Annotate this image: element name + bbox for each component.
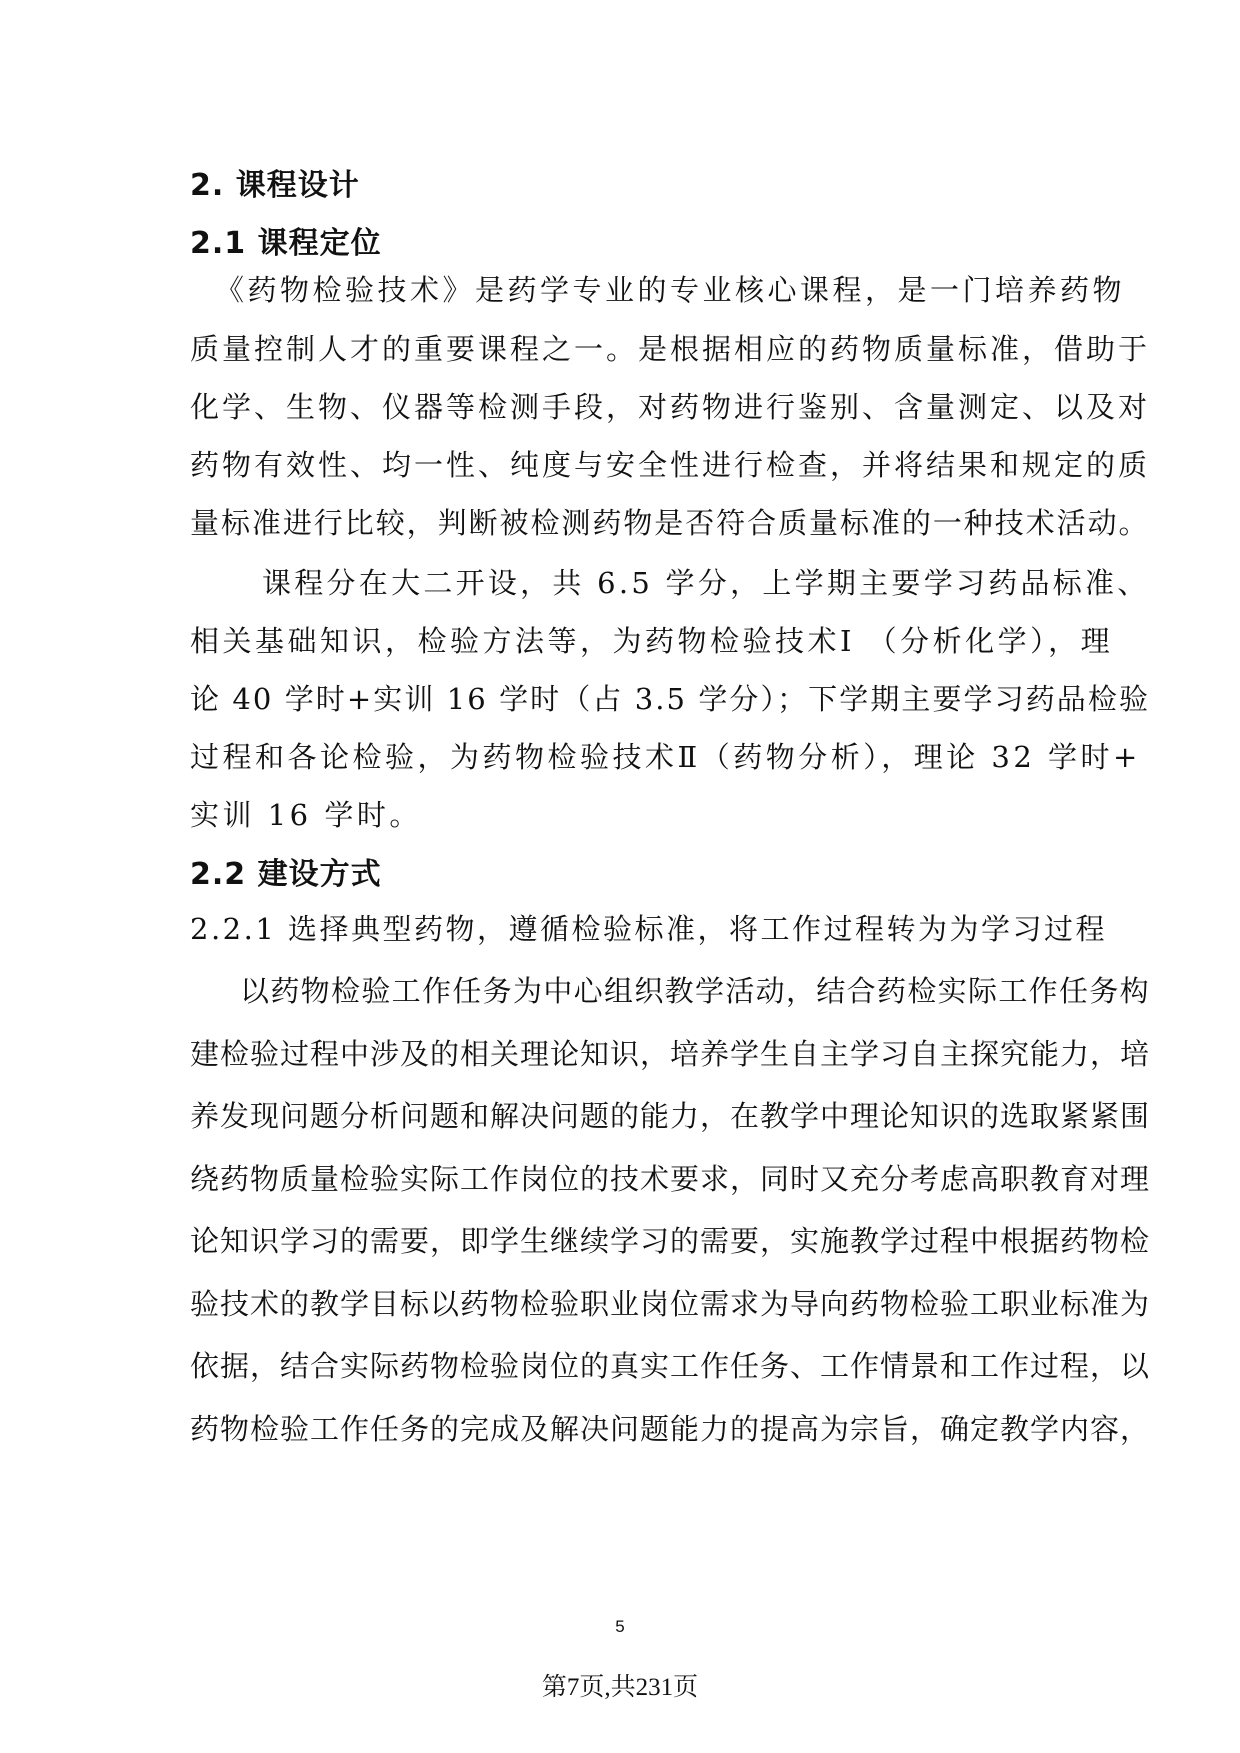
heading-course-design: 2. 课程设计 bbox=[190, 168, 360, 203]
heading-construction-method: 2.2 建设方式 bbox=[190, 857, 382, 892]
page-footer: 第7页,共231页 bbox=[541, 1674, 699, 1701]
paragraph-line: 论 40 学时+实训 16 学时（占 3.5 学分）；下学期主要学习药品检验 bbox=[190, 682, 1151, 716]
subheading-2-2-1: 2.2.1 选择典型药物，遵循检验标准，将工作过程转为为学习过程 bbox=[190, 912, 1108, 946]
paragraph-line: 化学、生物、仪器等检测手段，对药物进行鉴别、含量测定、以及对 bbox=[190, 390, 1151, 424]
paragraph-line: 实训 16 学时。 bbox=[190, 798, 422, 832]
heading-course-positioning: 2.1 课程定位 bbox=[190, 226, 382, 261]
paragraph-line: 以药物检验工作任务为中心组织教学活动，结合药检实际工作任务构 bbox=[240, 974, 1151, 1008]
page-number: 5 bbox=[615, 1617, 625, 1636]
paragraph-line: 绕药物质量检验实际工作岗位的技术要求，同时又充分考虑高职教育对理 bbox=[190, 1162, 1151, 1196]
paragraph-line: 过程和各论检验，为药物检验技术Ⅱ（药物分析），理论 32 学时+ bbox=[190, 740, 1141, 774]
paragraph-line: 相关基础知识，检验方法等，为药物检验技术Ⅰ （分析化学），理 bbox=[190, 624, 1114, 658]
paragraph-line: 建检验过程中涉及的相关理论知识，培养学生自主学习自主探究能力，培 bbox=[190, 1037, 1151, 1071]
paragraph-line: 量标准进行比较，判断被检测药物是否符合质量标准的一种技术活动。 bbox=[190, 506, 1150, 540]
paragraph-line: 验技术的教学目标以药物检验职业岗位需求为导向药物检验工职业标准为 bbox=[190, 1287, 1151, 1321]
paragraph-line: 《药物检验技术》是药学专业的专业核心课程，是一门培养药物 bbox=[215, 273, 1126, 307]
paragraph-line: 质量控制人才的重要课程之一。是根据相应的药物质量标准，借助于 bbox=[190, 332, 1151, 366]
paragraph-line: 药物检验工作任务的完成及解决问题能力的提高为宗旨，确定教学内容， bbox=[190, 1412, 1151, 1446]
paragraph-line: 课程分在大二开设，共 6.5 学分，上学期主要学习药品标准、 bbox=[262, 566, 1150, 600]
paragraph-line: 论知识学习的需要，即学生继续学习的需要，实施教学过程中根据药物检 bbox=[190, 1224, 1151, 1258]
paragraph-line: 养发现问题分析问题和解决问题的能力，在教学中理论知识的选取紧紧围 bbox=[190, 1099, 1151, 1133]
paragraph-line: 依据，结合实际药物检验岗位的真实工作任务、工作情景和工作过程，以 bbox=[190, 1349, 1151, 1383]
paragraph-line: 药物有效性、均一性、纯度与安全性进行检查，并将结果和规定的质 bbox=[190, 448, 1151, 482]
